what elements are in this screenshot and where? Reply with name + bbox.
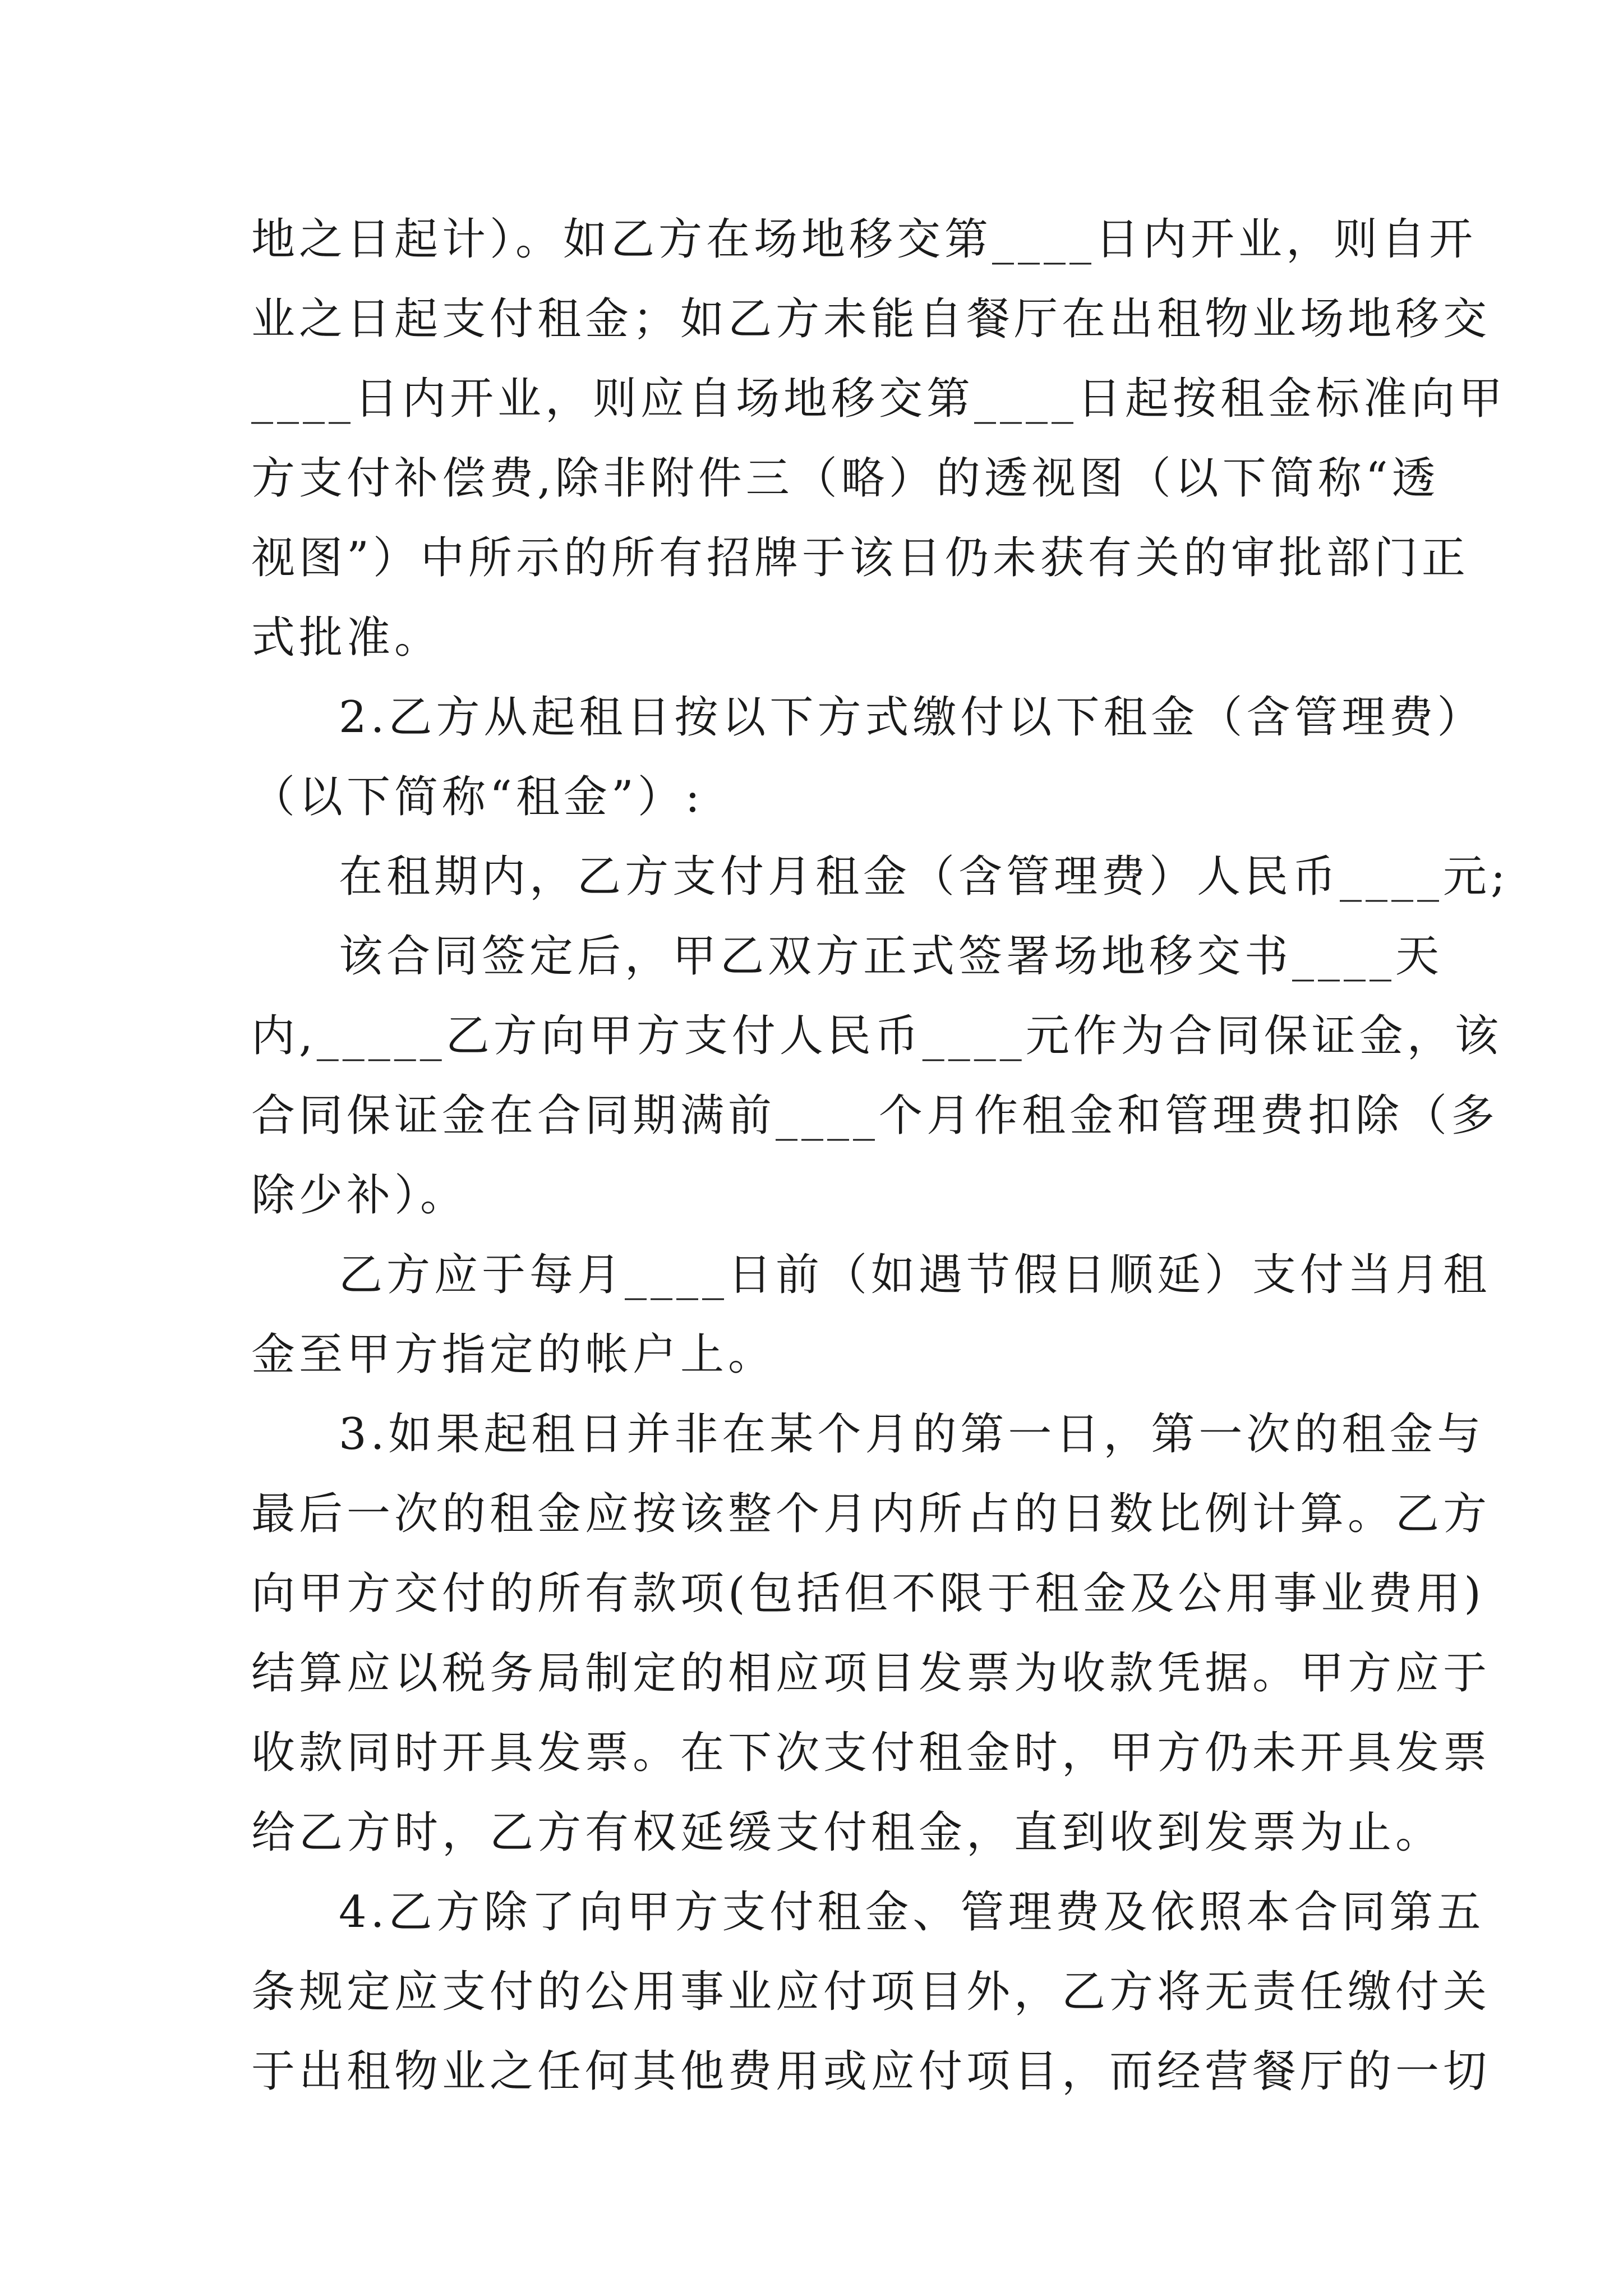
text-line: 在租期内，乙方支付月租金（含管理费）人民币____元;: [339, 852, 1510, 902]
text-line: 最后一次的租金应按该整个月内所占的日数比例计算。乙方: [251, 1489, 1491, 1539]
text-line: 给乙方时，乙方有权延缓支付租金，直到收到发票为止。: [251, 1807, 1444, 1858]
text-line: 除少补）。: [251, 1170, 468, 1221]
text-line: 3.如果起租日并非在某个月的第一日，第一次的租金与: [339, 1409, 1485, 1460]
text-line: 条规定应支付的公用事业应付项目外，乙方将无责任缴付关: [251, 1967, 1491, 2017]
text-line: ____日内开业，则应自场地移交第____日起按租金标准向甲: [251, 374, 1507, 424]
text-line: （以下简称“租金”）:: [251, 772, 704, 822]
text-line: 于出租物业之任何其他费用或应付项目，而经营餐厅的一切: [251, 2046, 1491, 2097]
text-line: 结算应以税务局制定的相应项目发票为收款凭据。甲方应于: [251, 1648, 1491, 1699]
text-line: 金至甲方指定的帐户上。: [251, 1329, 776, 1380]
text-line: 内,_____乙方向甲方支付人民币____元作为合同保证金，该: [251, 1011, 1502, 1061]
text-line: 方支付补偿费,除非附件三（略）的透视图（以下简称“透: [251, 453, 1440, 504]
text-line: 合同保证金在合同期满前____个月作租金和管理费扣除（多: [251, 1091, 1499, 1141]
text-line: 4.乙方除了向甲方支付租金、管理费及依照本合同第五: [339, 1887, 1485, 1938]
text-line: 式批准。: [251, 613, 442, 663]
text-line: 乙方应于每月____日前（如遇节假日顺延）支付当月租: [339, 1250, 1491, 1300]
text-line: 该合同签定后，甲乙双方正式签署场地移交书____天: [339, 931, 1444, 982]
text-line: 收款同时开具发票。在下次支付租金时，甲方仍未开具发票: [251, 1728, 1491, 1778]
text-line: 视图”）中所示的所有招牌于该日仍未获有关的审批部门正: [251, 533, 1469, 583]
text-line: 业之日起支付租金；如乙方未能自餐厅在出租物业场地移交: [251, 294, 1491, 344]
text-line: 地之日起计）。如乙方在场地移交第____日内开业，则自开: [251, 214, 1477, 265]
text-line: 向甲方交付的所有款项(包括但不限于租金及公用事业费用): [251, 1568, 1485, 1619]
text-line: 2.乙方从起租日按以下方式缴付以下租金（含管理费）: [339, 692, 1485, 743]
